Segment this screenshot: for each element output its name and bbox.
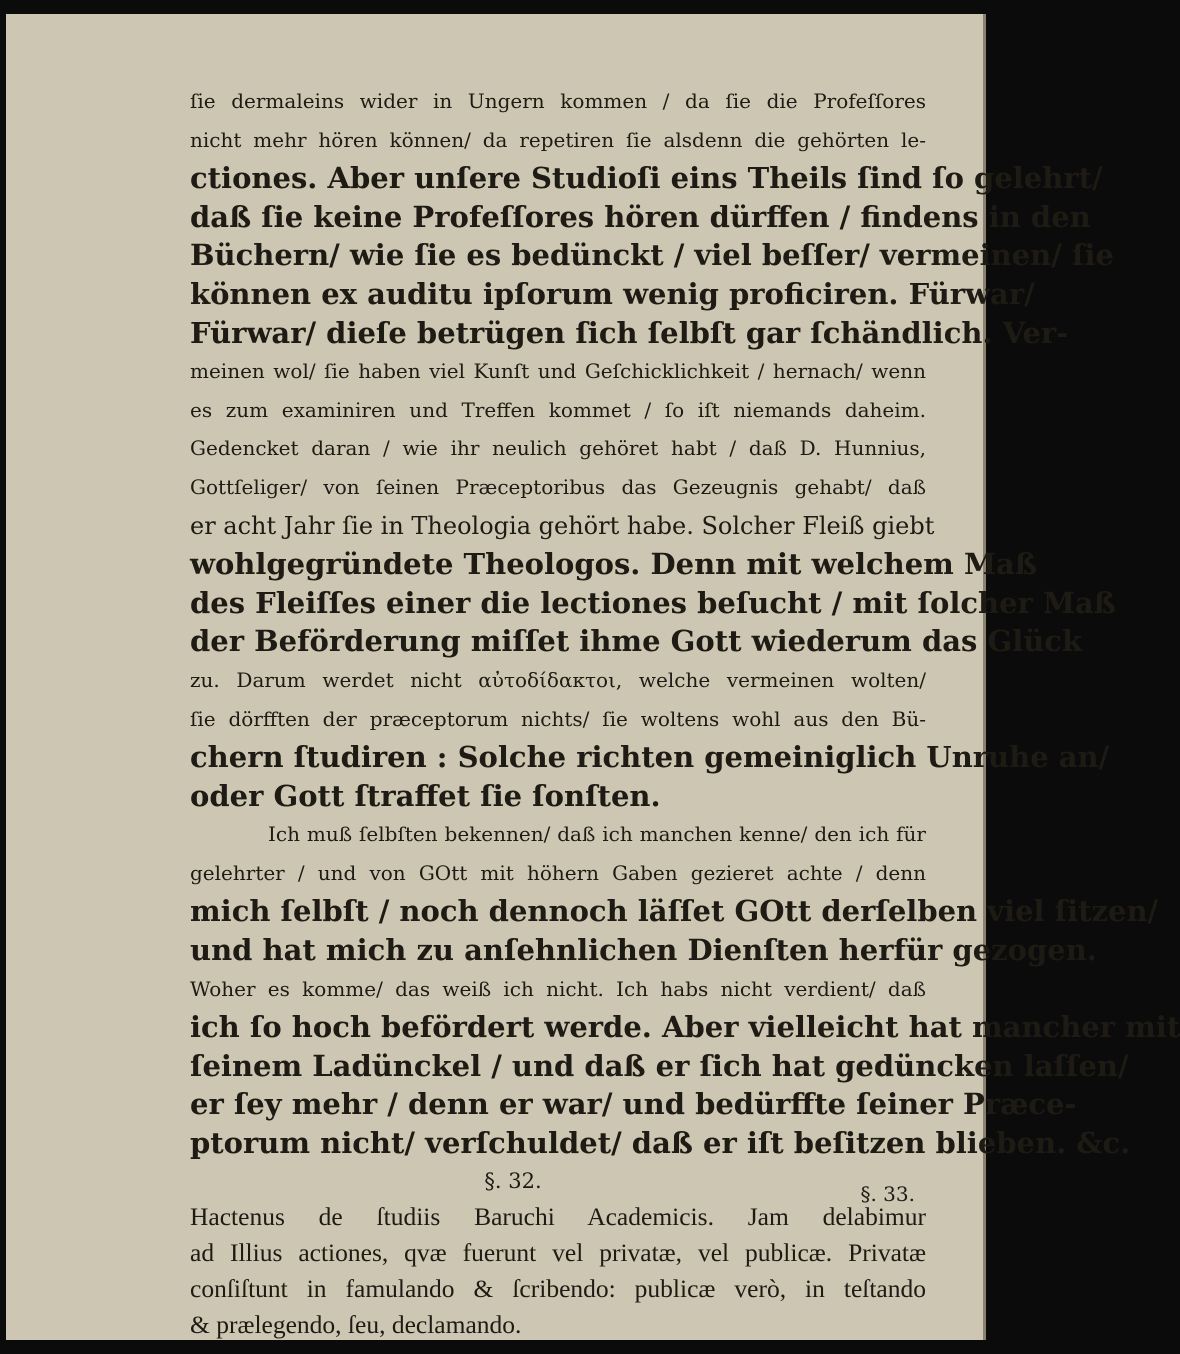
text-line: ſeinem Ladünckel / und daß er ſich hat gedüncken laſſen/	[190, 1048, 1129, 1083]
text-line: Fürwar/ dieſe betrügen ſich ſelbſt gar ſchändlich. Ver-	[190, 315, 1069, 350]
latin-paragraph	[190, 1199, 926, 1343]
text-line: des Fleiſſes einer die lectiones beſucht / mit ſolcher Maß	[190, 585, 1116, 620]
text-line: ſie dermaleins wider in Ungern kommen / da ſie die Profeſſores	[190, 89, 926, 113]
text-line: daß ſie keine Profeſſores hören dürffen / findens in den	[190, 199, 1091, 234]
text-line: er acht Jahr ſie in Theologia gehört habe. Solcher Fleiß giebt	[190, 511, 935, 540]
latin-line: & prælegendo, ſeu, declamando.	[190, 1309, 522, 1339]
text-line: mich ſelbſt / noch dennoch läſſet GOtt derſelben viel ſitzen/	[190, 894, 1159, 929]
text-line: Ich muß ſelbſten bekennen/ daß ich manchen kenne/ den ich für	[268, 822, 926, 847]
text-line: und hat mich zu anſehnlichen Dienſten herfür gezogen.	[190, 933, 1097, 968]
text-line: meinen wol/ ſie haben viel Kunſt und Geſchicklichkeit / hernach/ wenn	[190, 359, 926, 384]
book-page	[6, 14, 1180, 1340]
text-line: Büchern/ wie ſie es bedünckt / viel beſſer/ vermeinen/ ſie	[190, 238, 1114, 273]
text-line: der Beförderung miſſet ihme Gott wiederum das Glück	[190, 624, 1083, 659]
section-heading: §. 32.	[484, 1168, 542, 1193]
text-line: können ex auditu ipſorum wenig proficiren. Fürwar/	[190, 276, 1035, 311]
text-line: chern ſtudiren : Solche richten gemeiniglich Unruhe an/	[190, 740, 1110, 775]
text-line: es zum examiniren und Treffen kommet / ſo iſt niemands daheim.	[190, 397, 926, 422]
text-line: ſie dörfften der præceptorum nichts/ ſie woltens wohl aus den Bü-	[190, 706, 926, 731]
text-line: Woher es komme/ das weiß ich nicht. Ich habs nicht verdient/ daß	[190, 976, 926, 1001]
latin-line: ad Illius actiones, qvæ fuerunt vel privatæ, vel publicæ. Privatæ	[190, 1237, 926, 1267]
text-line: Gottſeliger/ von ſeinen Præceptoribus das Gezeugnis gehabt/ daß	[190, 474, 926, 499]
text-line: er ſey mehr / denn er war/ und bedürffte ſeiner Præce-	[190, 1087, 1077, 1122]
text-line: Gedencket daran / wie ihr neulich gehöret habt / daß D. Hunnius,	[190, 436, 926, 461]
latin-line: conſiſtunt in famulando & ſcribendo: publicæ verò, in teſtando	[190, 1273, 926, 1303]
page-text	[190, 82, 1180, 1343]
text-line: oder Gott ſtraffet ſie ſonſten.	[190, 778, 661, 813]
text-line: ptorum nicht/ verſchuldet/ daß er iſt beſitzen blieben. &c.	[190, 1126, 1131, 1161]
text-line: ich ſo hoch befördert werde. Aber vielleicht hat mancher mit	[190, 1010, 1180, 1045]
text-line: gelehrter / und von GOtt mit höhern Gaben gezieret achte / denn	[190, 860, 926, 885]
latin-line: Hactenus de ſtudiis Baruchi Academicis. Jam delabimur	[190, 1201, 926, 1231]
text-line: zu. Darum werdet nicht αὐτοδίδακτοι, welche vermeinen wolten/	[190, 667, 926, 692]
text-line: wohlgegründete Theologos. Denn mit welchem Maß	[190, 547, 1037, 582]
text-line: ctiones. Aber unſere Studioſi eins Theils ſind ſo gelehrt/	[190, 161, 1103, 196]
german-paragraph	[190, 82, 1180, 1163]
text-line: nicht mehr hören können/ da repetiren ſie alsdenn die gehörten le-	[190, 127, 926, 152]
catchword: §. 33.	[860, 1182, 915, 1206]
